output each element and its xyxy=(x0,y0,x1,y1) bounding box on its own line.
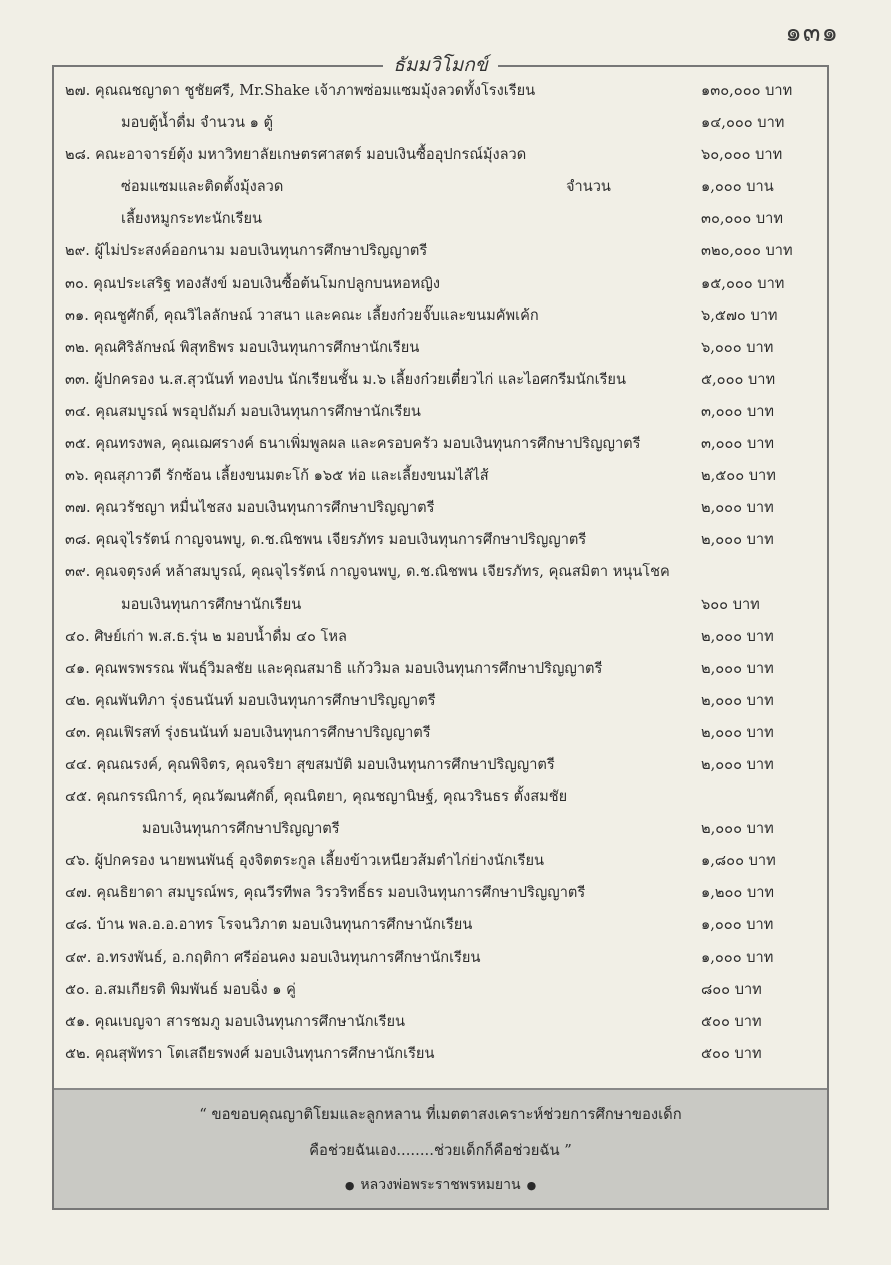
donation-row xyxy=(54,942,827,974)
donation-amount: ๒,๐๐๐ บาท xyxy=(701,531,774,549)
donation-text: มอบเงินทุนการศึกษานักเรียน xyxy=(121,595,302,613)
donation-amount: ๑,๐๐๐ บาน xyxy=(701,178,774,196)
quote-line-1: “ ขอขอบคุณญาติโยมและลูกหลาน ที่เมตตาสงเคราะห์ช่วยการศึกษาของเด็ก xyxy=(199,1106,682,1123)
donation-amount: ๓๐,๐๐๐ บาท xyxy=(701,210,783,228)
donation-text: มอบตู้น้ำดื่ม จำนวน ๑ ตู้ xyxy=(121,114,273,132)
donation-row xyxy=(54,107,827,139)
donation-text: ๒๙. ผู้ไม่ประสงค์ออกนาม มอบเงินทุนการศึกษาปริญญาตรี xyxy=(65,242,428,260)
donation-amount: ๓,๐๐๐ บาท xyxy=(701,402,775,420)
donation-amount: ๓,๐๐๐ บาท xyxy=(701,435,775,453)
donation-row xyxy=(54,749,827,781)
donation-text: ๔๒. คุณพันทิภา รุ่งธนนันท์ มอบเงินทุนการศึกษาปริญญาตรี xyxy=(65,691,436,709)
donation-amount: ๒,๐๐๐ บาท xyxy=(701,627,774,645)
donation-text: ๓๖. คุณสุภาวดี รักซ้อน เลี้ยงขนมตะโก้ ๑๖๕ ห่อ และเลี้ยงขนมไส้ไส้ xyxy=(65,467,489,485)
donation-amount: ๖๐,๐๐๐ บาท xyxy=(701,146,783,164)
donation-text: ๓๓. ผู้ปกครอง น.ส.สุวนันท์ ทองปน นักเรียนชั้น ม.๖ เลี้ยงก๋วยเตี๋ยวไก่ และไอศกรีมนักเรียน xyxy=(65,370,626,388)
page-number: ๑๓๑ xyxy=(785,18,839,48)
donation-amount: ๑,๘๐๐ บาท xyxy=(701,852,776,870)
donation-row xyxy=(54,1006,827,1038)
donation-text: ๔๐. ศิษย์เก่า พ.ส.ธ.รุ่น ๒ มอบน้ำดื่ม ๔๐ โหล xyxy=(65,627,347,645)
donation-amount: ๑๕,๐๐๐ บาท xyxy=(701,274,785,292)
donation-text: ๕๑. คุณเบญจา สารชมภู มอบเงินทุนการศึกษานักเรียน xyxy=(65,1012,405,1030)
donation-row xyxy=(54,974,827,1006)
donation-quantity-label: จำนวน xyxy=(566,178,611,196)
donation-row xyxy=(54,781,827,813)
donation-text: ๓๗. คุณวรัชญา หมื่นไชสง มอบเงินทุนการศึกษาปริญญาตรี xyxy=(65,499,435,517)
donation-text: ซ่อมแซมและติดตั้งมุ้งลวด xyxy=(121,178,284,196)
donation-row xyxy=(54,556,827,588)
donation-text: ๔๔. คุณณรงค์, คุณพิจิตร, คุณจริยา สุขสมบัติ มอบเงินทุนการศึกษาปริญญาตรี xyxy=(65,755,555,773)
donation-amount: ๑,๒๐๐ บาท xyxy=(701,884,775,902)
donation-text: ๔๘. บ้าน พล.อ.อ.อาทร โรจนวิภาต มอบเงินทุนการศึกษานักเรียน xyxy=(65,916,473,934)
donation-text: ๒๘. คณะอาจารย์ตุ้ง มหาวิทยาลัยเกษตรศาสตร์ มอบเงินซื้ออุปกรณ์มุ้งลวด xyxy=(65,146,527,164)
donation-row xyxy=(54,685,827,717)
donation-list xyxy=(54,75,827,1070)
donation-text: มอบเงินทุนการศึกษาปริญญาตรี xyxy=(142,820,340,838)
donation-text: ๓๙. คุณจตุรงค์ หล้าสมบูรณ์, คุณจุไรรัตน์ กาญจนพบู, ด.ช.ณิชพน เจียรภัทร, คุณสมิตา หนุนโชค xyxy=(65,563,670,581)
donation-row xyxy=(54,171,827,203)
donation-amount: ๒,๐๐๐ บาท xyxy=(701,659,774,677)
donation-row xyxy=(54,75,827,107)
donation-text: ๒๗. คุณณชญาดา ชูชัยศรี, Mr.Shake เจ้าภาพซ่อมแซมมุ้งลวดทั้งโรงเรียน xyxy=(65,82,536,99)
donation-row xyxy=(54,364,827,396)
donation-row xyxy=(54,589,827,621)
quote-line-2: คือช่วยฉันเอง........ช่วยเด็กก็คือช่วยฉัน ” xyxy=(309,1142,572,1159)
donation-amount: ๖,๐๐๐ บาท xyxy=(701,338,774,356)
donation-text: ๔๙. อ.ทรงพันธ์, อ.กฤติกา ศรีอ่อนคง มอบเงินทุนการศึกษานักเรียน xyxy=(65,948,481,966)
donation-text: ๔๑. คุณพรพรรณ พันธุ์วิมลชัย และคุณสมาธิ แก้ววิมล มอบเงินทุนการศึกษาปริญญาตรี xyxy=(65,659,603,677)
donation-row xyxy=(54,621,827,653)
attribution-name: หลวงพ่อพระราชพรหมยาน xyxy=(360,1177,521,1193)
quote-attribution xyxy=(54,1174,827,1196)
donation-amount: ๓๒๐,๐๐๐ บาท xyxy=(701,242,793,260)
donation-amount: ๒,๐๐๐ บาท xyxy=(701,723,774,741)
section-title-text: ธัมมวิโมกข์ xyxy=(383,54,498,76)
donation-text: ๔๗. คุณธิยาดา สมบูรณ์พร, คุณวีรทีพล วิรวริทธิ์ธร มอบเงินทุนการศึกษาปริญญาตรี xyxy=(65,884,586,902)
donation-amount: ๕๐๐ บาท xyxy=(701,1044,762,1062)
donation-amount: ๑๓๐,๐๐๐ บาท xyxy=(701,82,793,99)
donation-row xyxy=(54,268,827,300)
bullet-icon: ● xyxy=(344,1179,355,1192)
donation-row xyxy=(54,460,827,492)
donation-row xyxy=(54,300,827,332)
donation-amount: ๒,๐๐๐ บาท xyxy=(701,499,774,517)
donation-text: ๓๔. คุณสมบูรณ์ พรอุปถัมภ์ มอบเงินทุนการศึกษานักเรียน xyxy=(65,402,421,420)
donation-amount: ๑๔,๐๐๐ บาท xyxy=(701,114,785,132)
donation-amount: ๘๐๐ บาท xyxy=(701,980,762,998)
donation-amount: ๒,๐๐๐ บาท xyxy=(701,755,774,773)
donation-amount: ๕,๐๐๐ บาท xyxy=(701,370,776,388)
donation-row xyxy=(54,235,827,267)
donation-amount: ๒,๕๐๐ บาท xyxy=(701,467,776,485)
donation-row xyxy=(54,813,827,845)
donation-amount: ๖๐๐ บาท xyxy=(701,595,760,613)
donation-list-frame xyxy=(52,54,829,1210)
donation-text: ๓๐. คุณประเสริฐ ทองสังข์ มอบเงินซื้อต้นโมกปลูกบนหอหญิง xyxy=(65,274,440,292)
donation-row xyxy=(54,717,827,749)
donation-row xyxy=(54,1038,827,1070)
donation-amount: ๑,๐๐๐ บาท xyxy=(701,948,774,966)
donation-text: ๕๐. อ.สมเกียรติ พิมพันธ์ มอบฉิ่ง ๑ คู่ xyxy=(65,980,296,998)
donation-text: ๓๑. คุณชูศักดิ์, คุณวิไลลักษณ์ วาสนา และคณะ เลี้ยงก๋วยจั๊บและขนมคัพเค้ก xyxy=(65,306,539,324)
donation-row xyxy=(54,909,827,941)
donation-text: ๕๒. คุณสุพัทรา โตเสถียรพงศ์ มอบเงินทุนการศึกษานักเรียน xyxy=(65,1044,435,1062)
donation-row xyxy=(54,428,827,460)
donation-text: ๔๖. ผู้ปกครอง นายพนพันธุ์ อุงจิตตระกูล เลี้ยงข้าวเหนียวส้มตำไก่ย่างนักเรียน xyxy=(65,852,545,870)
donation-text: ๓๕. คุณทรงพล, คุณเฌศรางค์ ธนาเพิ่มพูลผล และครอบครัว มอบเงินทุนการศึกษาปริญญาตรี xyxy=(65,435,641,453)
donation-text: เลี้ยงหมูกระทะนักเรียน xyxy=(121,210,262,228)
donation-row xyxy=(54,203,827,235)
donation-amount: ๖,๕๗๐ บาท xyxy=(701,306,778,324)
donation-amount: ๒,๐๐๐ บาท xyxy=(701,691,774,709)
footer-quote-box xyxy=(54,1088,827,1208)
donation-row xyxy=(54,653,827,685)
donation-amount: ๒,๐๐๐ บาท xyxy=(701,820,774,838)
donation-row xyxy=(54,332,827,364)
donation-text: ๔๓. คุณเฟิรสท์ รุ่งธนนันท์ มอบเงินทุนการศึกษาปริญญาตรี xyxy=(65,723,431,741)
donation-row xyxy=(54,492,827,524)
donation-row xyxy=(54,877,827,909)
donation-row xyxy=(54,139,827,171)
donation-row xyxy=(54,524,827,556)
donation-text: ๓๒. คุณศิริลักษณ์ พิสุทธิพร มอบเงินทุนการศึกษานักเรียน xyxy=(65,338,420,356)
donation-text: ๓๘. คุณจุไรรัตน์ กาญจนพบู, ด.ช.ณิชพน เจียรภัทร มอบเงินทุนการศึกษาปริญญาตรี xyxy=(65,531,587,549)
donation-row xyxy=(54,396,827,428)
donation-text: ๔๕. คุณกรรณิการ์, คุณวัฒนศักดิ์, คุณนิตยา, คุณชญานิษฐ์, คุณวรินธร ตั้งสมชัย xyxy=(65,788,568,806)
donation-amount: ๕๐๐ บาท xyxy=(701,1012,762,1030)
donation-row xyxy=(54,845,827,877)
bullet-icon: ● xyxy=(526,1179,537,1192)
donation-amount: ๑,๐๐๐ บาท xyxy=(701,916,774,934)
